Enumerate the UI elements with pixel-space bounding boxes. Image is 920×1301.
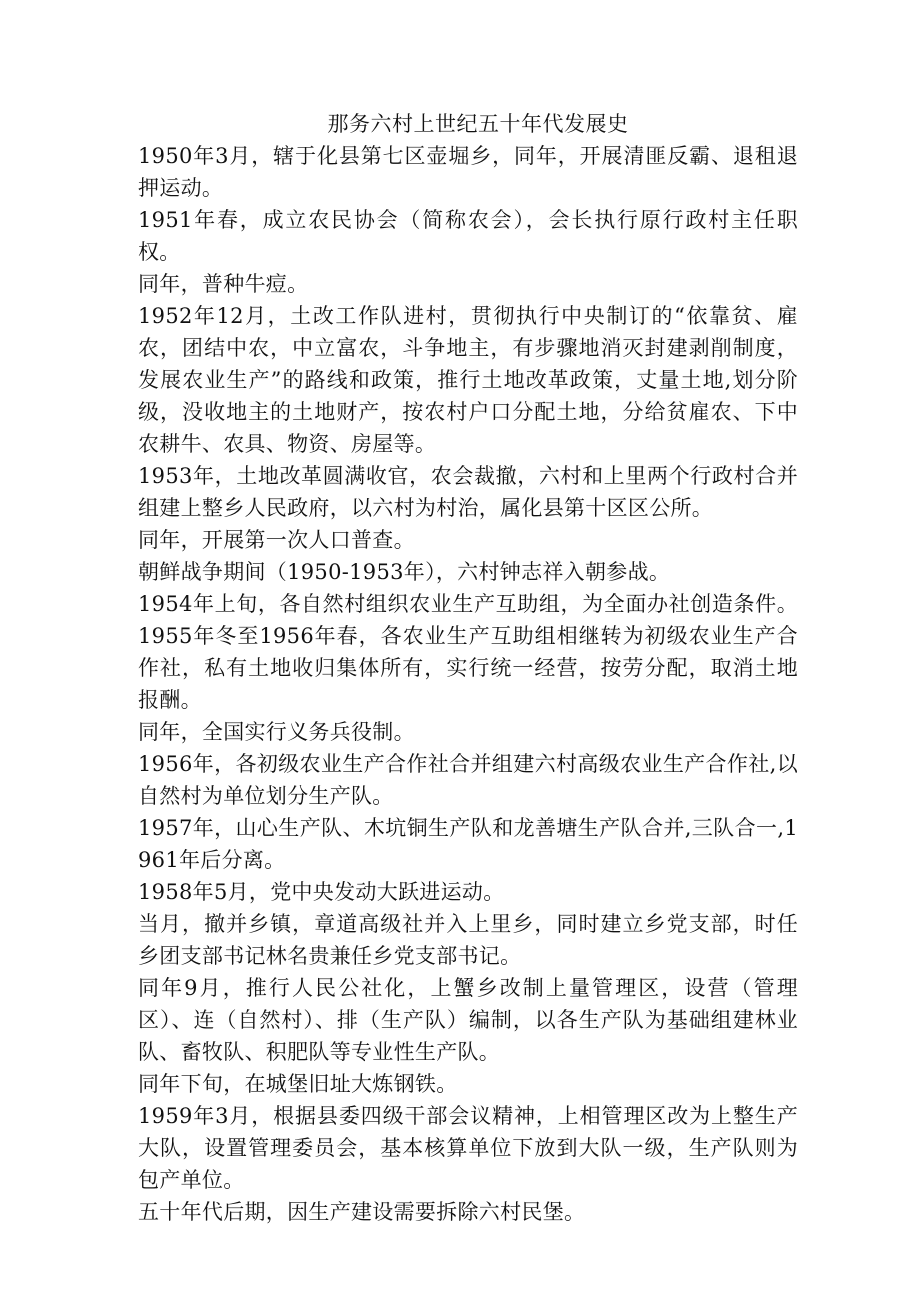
paragraph-census: 同年，开展第一次人口普查。	[138, 528, 415, 552]
paragraph-1950: 1950年3月，辖于化县第七区壶堀乡，同年，开展清匪反霸、退租退押运动。	[138, 144, 798, 200]
paragraph-1956: 1956年，各初级农业生产合作社合并组建六村高级农业生产合作社,以自然村为单位划分生产队。	[138, 752, 798, 808]
paragraph-vaccination: 同年，普种牛痘。	[138, 272, 309, 296]
paragraph-1959: 1959年3月，根据县委四级干部会议精神，上相管理区改为上整生产大队，设置管理委员会，基本核算单位下放到大队一级，生产队则为包产单位。	[138, 1104, 798, 1192]
paragraph-korean-war: 朝鲜战争期间（1950-1953年），六村钟志祥入朝参战。	[138, 560, 671, 584]
paragraph-same-month: 当月，撤并乡镇，章道高级社并入上里乡，同时建立乡党支部，时任乡团支部书记林名贵兼任乡党支部书记。	[138, 912, 798, 968]
document-page	[138, 108, 798, 1228]
paragraph-1953: 1953年，土地改革圆满收官，农会裁撤，六村和上里两个行政村合并组建上整乡人民政府，以六村为村治，属化县第十区区公所。	[138, 464, 798, 520]
paragraph-1958-may: 1958年5月，党中央发动大跃进运动。	[138, 880, 505, 904]
paragraph-1952: 1952年12月，土改工作队进村，贯彻执行中央制订的“依靠贫、雇农，团结中农，中立富农，斗争地主，有步骤地消灭封建剥削制度，发展农业生产”的路线和政策，推行土地改革政策，丈量土地,划分阶级，没收地主的土地财产，按农村户口分配土地，分给贫雇农、下中农耕牛、农具、物资、房屋等。	[138, 304, 798, 456]
paragraph-steel-smelting: 同年下旬，在城堡旧址大炼钢铁。	[138, 1072, 458, 1096]
document-title: 那务六村上世纪五十年代发展史	[327, 112, 629, 136]
paragraph-1958-september: 同年9月，推行人民公社化，上蟹乡改制上量管理区，设营（管理区）、连（自然村）、排（生产队）编制，以各生产队为基础组建林业队、畜牧队、积肥队等专业性生产队。	[138, 976, 798, 1064]
paragraph-late-fifties: 五十年代后期，因生产建设需要拆除六村民堡。	[138, 1200, 586, 1224]
paragraph-military-service: 同年，全国实行义务兵役制。	[138, 720, 415, 744]
paragraph-1957: 1957年，山心生产队、木坑铜生产队和龙善塘生产队合并,三队合一,1961年后分离。	[138, 816, 798, 872]
paragraph-1954: 1954年上旬，各自然村组织农业生产互助组，为全面办社创造条件。1955年冬至1956年春，各农业生产互助组相继转为初级农业生产合作社，私有土地收归集体所有，实行统一经营，按劳分配，取消土地报酬。	[138, 592, 798, 712]
paragraph-1951: 1951年春，成立农民协会（简称农会），会长执行原行政村主任职权。	[138, 208, 798, 264]
